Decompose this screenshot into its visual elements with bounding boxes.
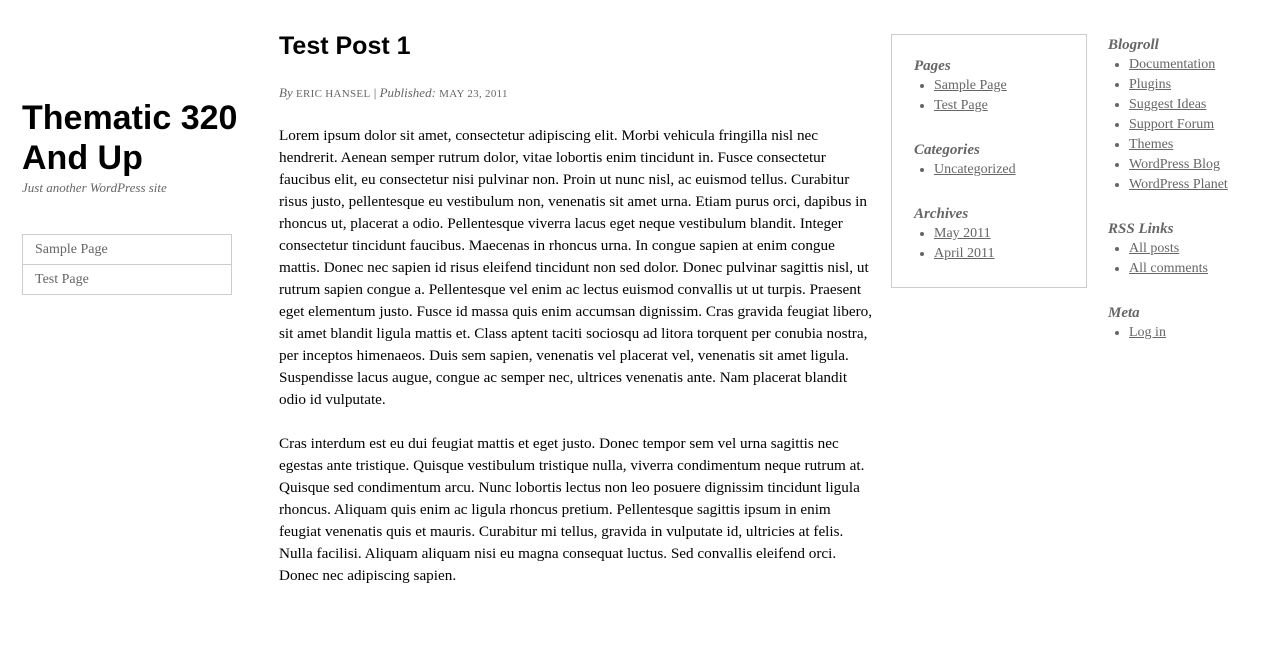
pages-widget (914, 56, 1084, 116)
blogroll-link-wordpress-blog[interactable]: WordPress Blog (1129, 157, 1221, 172)
post-paragraph: Cras interdum est eu dui feugiat mattis et eget justo. Donec tempor sem vel urna sagittis nec egestas ante tristique. Quisque vestibulum tristique nulla, viverra condimentum neque rutrum at. Quisque sed condimentum arcu. Nunc lobortis lectus non leo posuere dignissim tincidunt ligula rhoncus. Aliquam quis enim ac ligula rhoncus pretium. Pellentesque sagittis ipsum in enim feugiat venenatis quis et mauris. Curabitur mi tellus, gravida in vulputate id, ultricies at felis. Nulla facilisi. Aliquam aliquam nisi eu magna consequat luctus. Sed convallis eleifend orci. Donec nec adipiscing sapien. (279, 435, 865, 584)
list-item (1129, 323, 1263, 343)
rss-link-all-comments[interactable]: All comments (1129, 261, 1208, 276)
post-author-link[interactable]: ERIC HANSEL (295, 88, 371, 100)
pages-link-test-page[interactable]: Test Page (934, 98, 988, 113)
post-meta-by-label: By (279, 85, 293, 100)
blogroll-link-support-forum[interactable]: Support Forum (1129, 117, 1215, 132)
archive-link-april-2011[interactable]: April 2011 (934, 246, 995, 261)
main-menu (22, 234, 232, 295)
post-meta (279, 84, 875, 103)
post-paragraph: Lorem ipsum dolor sit amet, consectetur adipiscing elit. Morbi vehicula fringilla nisl nec hendrerit. Aenean semper rutrum dolor, vitae lobortis enim tincidunt in. Fusce consectetur faucibus elit, eu consectetur nisi pulvinar non. Proin ut nunc nisl, ac euismod tellus. Curabitur risus justo, pellentesque eu vestibulum non, venenatis sit amet urna. Etiam purus orci, dapibus in rhoncus ut, placerat a odio. Pellentesque viverra lacus eget neque vestibulum blandit. Integer consectetur tincidunt faucibus. Maecenas in rhoncus urna. In congue sapien at enim congue mattis. Donec nec sapien id risus eleifend tincidunt non sed dolor. Donec pulvinar sagittis nisl, ut rutrum sapien congue a. Pellentesque vel enim ac lectus euismod convallis ut ut turpis. Praesent eget elementum justo. Fusce id massa quis enim accumsan dignissim. Cras gravida feugiat libero, sit amet blandit ligula mattis et. Class aptent taciti sociosqu ad litora torquent per conubia nostra, per inceptos himenaeos. Duis sem sapien, venenatis vel placerat vel, venenatis sit amet ligula. Suspendisse lacus augue, congue ac semper nec, ultrices venenatis ante. Nam placerat blandit odio id vulputate. (279, 127, 873, 408)
menu-item-test-page[interactable]: Test Page (35, 272, 89, 287)
rss-links-widget (1108, 219, 1263, 279)
list-item (934, 160, 1084, 180)
blogroll-link-plugins[interactable]: Plugins (1129, 77, 1172, 92)
list-item (1129, 95, 1263, 115)
blogroll-link-suggest-ideas[interactable]: Suggest Ideas (1129, 97, 1207, 112)
post-meta-separator: | (373, 85, 377, 100)
site-description: Just another WordPress site (22, 180, 167, 195)
rss-links-widget-title: RSS Links (1108, 221, 1174, 237)
post-meta-published-label: Published: (379, 85, 436, 100)
post-title[interactable]: Test Post 1 (279, 32, 411, 60)
categories-widget (914, 140, 1084, 180)
list-item (1129, 115, 1263, 135)
blogroll-link-documentation[interactable]: Documentation (1129, 57, 1216, 72)
list-item (934, 76, 1084, 96)
list-item (1129, 155, 1263, 175)
archives-widget-title: Archives (914, 206, 969, 222)
meta-link-log-in[interactable]: Log in (1129, 325, 1166, 340)
list-item (934, 224, 1084, 244)
blogroll-link-wordpress-planet[interactable]: WordPress Planet (1129, 177, 1228, 192)
meta-widget-title: Meta (1108, 305, 1140, 321)
list-item (1129, 55, 1263, 75)
categories-widget-title: Categories (914, 142, 980, 158)
site-title[interactable]: Thematic 320 And Up (22, 99, 238, 177)
list-item (934, 96, 1084, 116)
site-branding (22, 98, 252, 196)
list-item (1129, 75, 1263, 95)
list-item (1129, 135, 1263, 155)
list-item (1129, 175, 1263, 195)
list-item (1129, 259, 1263, 279)
blogroll-widget-title: Blogroll (1108, 37, 1159, 53)
post (279, 30, 875, 609)
post-date: MAY 23, 2011 (439, 88, 508, 100)
rss-link-all-posts[interactable]: All posts (1129, 241, 1180, 256)
list-item (934, 244, 1084, 264)
post-content (279, 125, 875, 587)
archive-link-may-2011[interactable]: May 2011 (934, 226, 991, 241)
pages-widget-title: Pages (914, 58, 951, 74)
blogroll-link-themes[interactable]: Themes (1129, 137, 1174, 152)
menu-item-sample-page[interactable]: Sample Page (23, 235, 231, 265)
list-item (1129, 239, 1263, 259)
meta-widget (1108, 303, 1263, 343)
blogroll-widget (1108, 35, 1263, 195)
category-link-uncategorized[interactable]: Uncategorized (934, 162, 1016, 177)
pages-link-sample-page[interactable]: Sample Page (934, 78, 1007, 93)
primary-aside (891, 34, 1087, 288)
archives-widget (914, 204, 1084, 264)
